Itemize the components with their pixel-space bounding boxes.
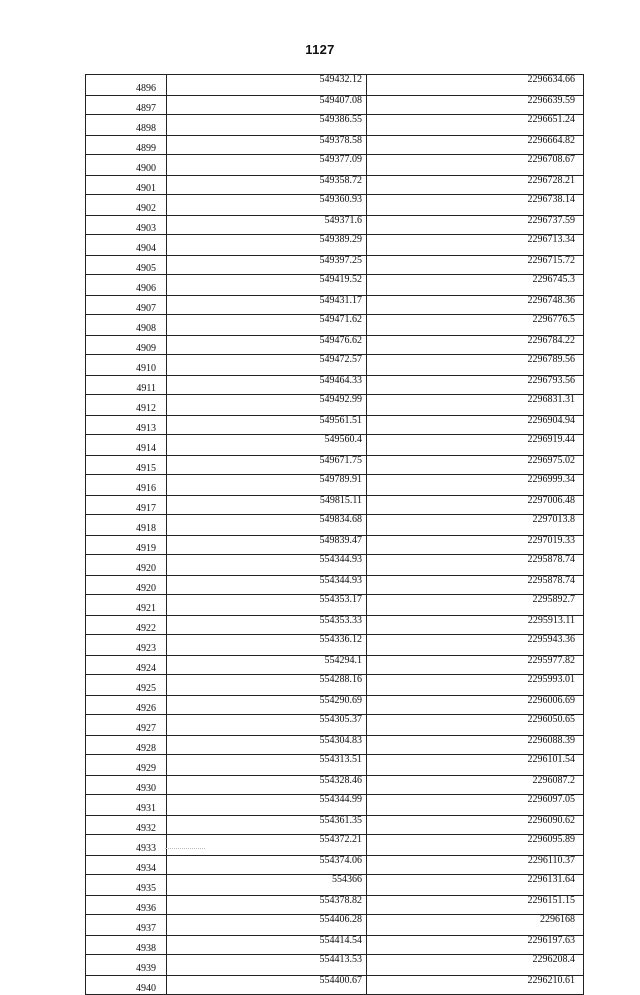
- point-number-cell: 4898: [86, 115, 167, 136]
- table-row: [86, 875, 584, 896]
- northing-cell: 2295878.74: [367, 555, 584, 576]
- easting-cell: 554378.82: [167, 895, 367, 915]
- table-row: [86, 155, 584, 176]
- easting-cell: 549378.58: [167, 135, 367, 155]
- point-number-cell: 4902: [86, 195, 167, 216]
- point-number-cell: 4932: [86, 815, 167, 835]
- easting-cell: 554413.53: [167, 955, 367, 976]
- point-number-cell: 4897: [86, 95, 167, 115]
- point-number-cell: 4899: [86, 135, 167, 155]
- table-row: [86, 335, 584, 355]
- easting-cell: 554374.06: [167, 855, 367, 875]
- northing-cell: 2296737.59: [367, 215, 584, 235]
- table-row: [86, 115, 584, 136]
- point-number-cell: 4927: [86, 715, 167, 736]
- table-row: [86, 95, 584, 115]
- table-row: [86, 655, 584, 675]
- point-number-cell: 4940: [86, 975, 167, 995]
- table-row: [86, 255, 584, 275]
- table-row: [86, 595, 584, 616]
- easting-cell: 554294.1: [167, 655, 367, 675]
- northing-cell: 2296831.31: [367, 395, 584, 416]
- easting-cell: 549471.62: [167, 315, 367, 336]
- easting-cell: 554305.37: [167, 715, 367, 736]
- coordinates-table: [85, 74, 584, 995]
- easting-cell: 554400.67: [167, 975, 367, 995]
- table-row: [86, 355, 584, 376]
- northing-cell: 2296050.65: [367, 715, 584, 736]
- easting-cell: 549407.08: [167, 95, 367, 115]
- table-row: [86, 535, 584, 555]
- northing-cell: 2295993.01: [367, 675, 584, 696]
- easting-cell: 549377.09: [167, 155, 367, 176]
- northing-cell: 2296090.62: [367, 815, 584, 835]
- point-number-cell: 4931: [86, 795, 167, 816]
- point-number-cell: 4935: [86, 875, 167, 896]
- coordinates-table-body: [86, 75, 584, 995]
- point-number-cell: 4916: [86, 475, 167, 496]
- table-row: [86, 515, 584, 536]
- easting-cell: 554344.99: [167, 795, 367, 816]
- table-row: [86, 415, 584, 435]
- northing-cell: 2296708.67: [367, 155, 584, 176]
- table-row: [86, 455, 584, 475]
- table-row: [86, 195, 584, 216]
- northing-cell: 2296793.56: [367, 375, 584, 395]
- point-number-cell: 4909: [86, 335, 167, 355]
- easting-cell: 549371.6: [167, 215, 367, 235]
- northing-cell: 2295943.36: [367, 635, 584, 656]
- point-number-cell: 4900: [86, 155, 167, 176]
- point-number-cell: 4912: [86, 395, 167, 416]
- northing-cell: 2296776.5: [367, 315, 584, 336]
- point-number-cell: 4922: [86, 615, 167, 635]
- northing-cell: 2296975.02: [367, 455, 584, 475]
- northing-cell: 2295977.82: [367, 655, 584, 675]
- northing-cell: 2296639.59: [367, 95, 584, 115]
- easting-cell: 554344.93: [167, 555, 367, 576]
- point-number-cell: 4917: [86, 495, 167, 515]
- easting-cell: 554328.46: [167, 775, 367, 795]
- table-row: [86, 375, 584, 395]
- northing-cell: 2296904.94: [367, 415, 584, 435]
- northing-cell: 2295878.74: [367, 575, 584, 595]
- point-number-cell: 4923: [86, 635, 167, 656]
- point-number-cell: 4921: [86, 595, 167, 616]
- northing-cell: 2296097.05: [367, 795, 584, 816]
- table-row: [86, 135, 584, 155]
- northing-cell: 2296728.21: [367, 175, 584, 195]
- easting-cell: 549386.55: [167, 115, 367, 136]
- easting-cell: 549671.75: [167, 455, 367, 475]
- easting-cell: 549834.68: [167, 515, 367, 536]
- point-number-cell: 4901: [86, 175, 167, 195]
- northing-cell: 2296789.56: [367, 355, 584, 376]
- point-number-cell: 4920: [86, 575, 167, 595]
- point-number-cell: 4910: [86, 355, 167, 376]
- point-number-cell: 4919: [86, 535, 167, 555]
- point-number-cell: 4928: [86, 735, 167, 755]
- easting-cell: 549360.93: [167, 195, 367, 216]
- scan-mark: [165, 848, 205, 850]
- northing-cell: 2296208.4: [367, 955, 584, 976]
- easting-cell: 554336.12: [167, 635, 367, 656]
- point-number-cell: 4911: [86, 375, 167, 395]
- easting-cell: 549464.33: [167, 375, 367, 395]
- table-row: [86, 215, 584, 235]
- northing-cell: 2296745.3: [367, 275, 584, 296]
- point-number-cell: 4905: [86, 255, 167, 275]
- point-number-cell: 4914: [86, 435, 167, 456]
- table-row: [86, 235, 584, 256]
- northing-cell: 2296634.66: [367, 75, 584, 96]
- easting-cell: 549839.47: [167, 535, 367, 555]
- easting-cell: 549397.25: [167, 255, 367, 275]
- table-row: [86, 495, 584, 515]
- northing-cell: 2296715.72: [367, 255, 584, 275]
- easting-cell: 549492.99: [167, 395, 367, 416]
- easting-cell: 554353.33: [167, 615, 367, 635]
- table-row: [86, 615, 584, 635]
- point-number-cell: 4930: [86, 775, 167, 795]
- easting-cell: 549389.29: [167, 235, 367, 256]
- point-number-cell: 4918: [86, 515, 167, 536]
- easting-cell: 549358.72: [167, 175, 367, 195]
- point-number-cell: 4906: [86, 275, 167, 296]
- point-number-cell: 4915: [86, 455, 167, 475]
- table-row: [86, 295, 584, 315]
- point-number-cell: 4907: [86, 295, 167, 315]
- table-row: [86, 395, 584, 416]
- northing-cell: 2296131.64: [367, 875, 584, 896]
- northing-cell: 2296088.39: [367, 735, 584, 755]
- table-row: [86, 715, 584, 736]
- easting-cell: 549561.51: [167, 415, 367, 435]
- point-number-cell: 4934: [86, 855, 167, 875]
- northing-cell: 2296101.54: [367, 755, 584, 776]
- easting-cell: 554304.83: [167, 735, 367, 755]
- point-number-cell: 4920: [86, 555, 167, 576]
- table-row: [86, 635, 584, 656]
- northing-cell: 2296210.61: [367, 975, 584, 995]
- northing-cell: 2296738.14: [367, 195, 584, 216]
- table-row: [86, 795, 584, 816]
- point-number-cell: 4904: [86, 235, 167, 256]
- easting-cell: 549472.57: [167, 355, 367, 376]
- table-row: [86, 855, 584, 875]
- easting-cell: 549476.62: [167, 335, 367, 355]
- northing-cell: 2296713.34: [367, 235, 584, 256]
- easting-cell: 549431.17: [167, 295, 367, 315]
- table-row: [86, 695, 584, 715]
- table-row: [86, 175, 584, 195]
- table-row: [86, 575, 584, 595]
- point-number-cell: 4937: [86, 915, 167, 936]
- point-number-cell: 4924: [86, 655, 167, 675]
- point-number-cell: 4939: [86, 955, 167, 976]
- table-row: [86, 275, 584, 296]
- point-number-cell: 4929: [86, 755, 167, 776]
- northing-cell: 2296784.22: [367, 335, 584, 355]
- easting-cell: 554372.21: [167, 835, 367, 856]
- table-row: [86, 755, 584, 776]
- northing-cell: 2296087.2: [367, 775, 584, 795]
- easting-cell: 554353.17: [167, 595, 367, 616]
- northing-cell: 2296197.63: [367, 935, 584, 955]
- table-row: [86, 775, 584, 795]
- point-number-cell: 4908: [86, 315, 167, 336]
- table-row: [86, 975, 584, 995]
- point-number-cell: 4926: [86, 695, 167, 715]
- northing-cell: 2296168: [367, 915, 584, 936]
- northing-cell: 2297013.8: [367, 515, 584, 536]
- point-number-cell: 4896: [86, 75, 167, 96]
- table-row: [86, 935, 584, 955]
- northing-cell: 2296999.34: [367, 475, 584, 496]
- northing-cell: 2296110.37: [367, 855, 584, 875]
- point-number-cell: 4925: [86, 675, 167, 696]
- easting-cell: 549560.4: [167, 435, 367, 456]
- point-number-cell: 4933: [86, 835, 167, 856]
- northing-cell: 2296095.89: [367, 835, 584, 856]
- northing-cell: 2296919.44: [367, 435, 584, 456]
- easting-cell: 554290.69: [167, 695, 367, 715]
- easting-cell: 554366: [167, 875, 367, 896]
- easting-cell: 554361.35: [167, 815, 367, 835]
- easting-cell: 554344.93: [167, 575, 367, 595]
- northing-cell: 2297019.33: [367, 535, 584, 555]
- point-number-cell: 4903: [86, 215, 167, 235]
- easting-cell: 549419.52: [167, 275, 367, 296]
- table-row: [86, 915, 584, 936]
- table-row: [86, 815, 584, 835]
- point-number-cell: 4936: [86, 895, 167, 915]
- easting-cell: 554288.16: [167, 675, 367, 696]
- easting-cell: 554313.51: [167, 755, 367, 776]
- easting-cell: 554414.54: [167, 935, 367, 955]
- table-row: [86, 955, 584, 976]
- northing-cell: 2296748.36: [367, 295, 584, 315]
- northing-cell: 2296664.82: [367, 135, 584, 155]
- table-row: [86, 435, 584, 456]
- table-row: [86, 555, 584, 576]
- easting-cell: 549432.12: [167, 75, 367, 96]
- northing-cell: 2295913.11: [367, 615, 584, 635]
- page-number: 1127: [305, 42, 335, 57]
- northing-cell: 2296151.15: [367, 895, 584, 915]
- northing-cell: 2295892.7: [367, 595, 584, 616]
- point-number-cell: 4938: [86, 935, 167, 955]
- northing-cell: 2296006.69: [367, 695, 584, 715]
- easting-cell: 549789.91: [167, 475, 367, 496]
- table-row: [86, 315, 584, 336]
- northing-cell: 2297006.48: [367, 495, 584, 515]
- point-number-cell: 4913: [86, 415, 167, 435]
- easting-cell: 549815.11: [167, 495, 367, 515]
- table-row: [86, 475, 584, 496]
- easting-cell: 554406.28: [167, 915, 367, 936]
- table-row: [86, 835, 584, 856]
- northing-cell: 2296651.24: [367, 115, 584, 136]
- table-row: [86, 75, 584, 96]
- table-row: [86, 675, 584, 696]
- table-row: [86, 735, 584, 755]
